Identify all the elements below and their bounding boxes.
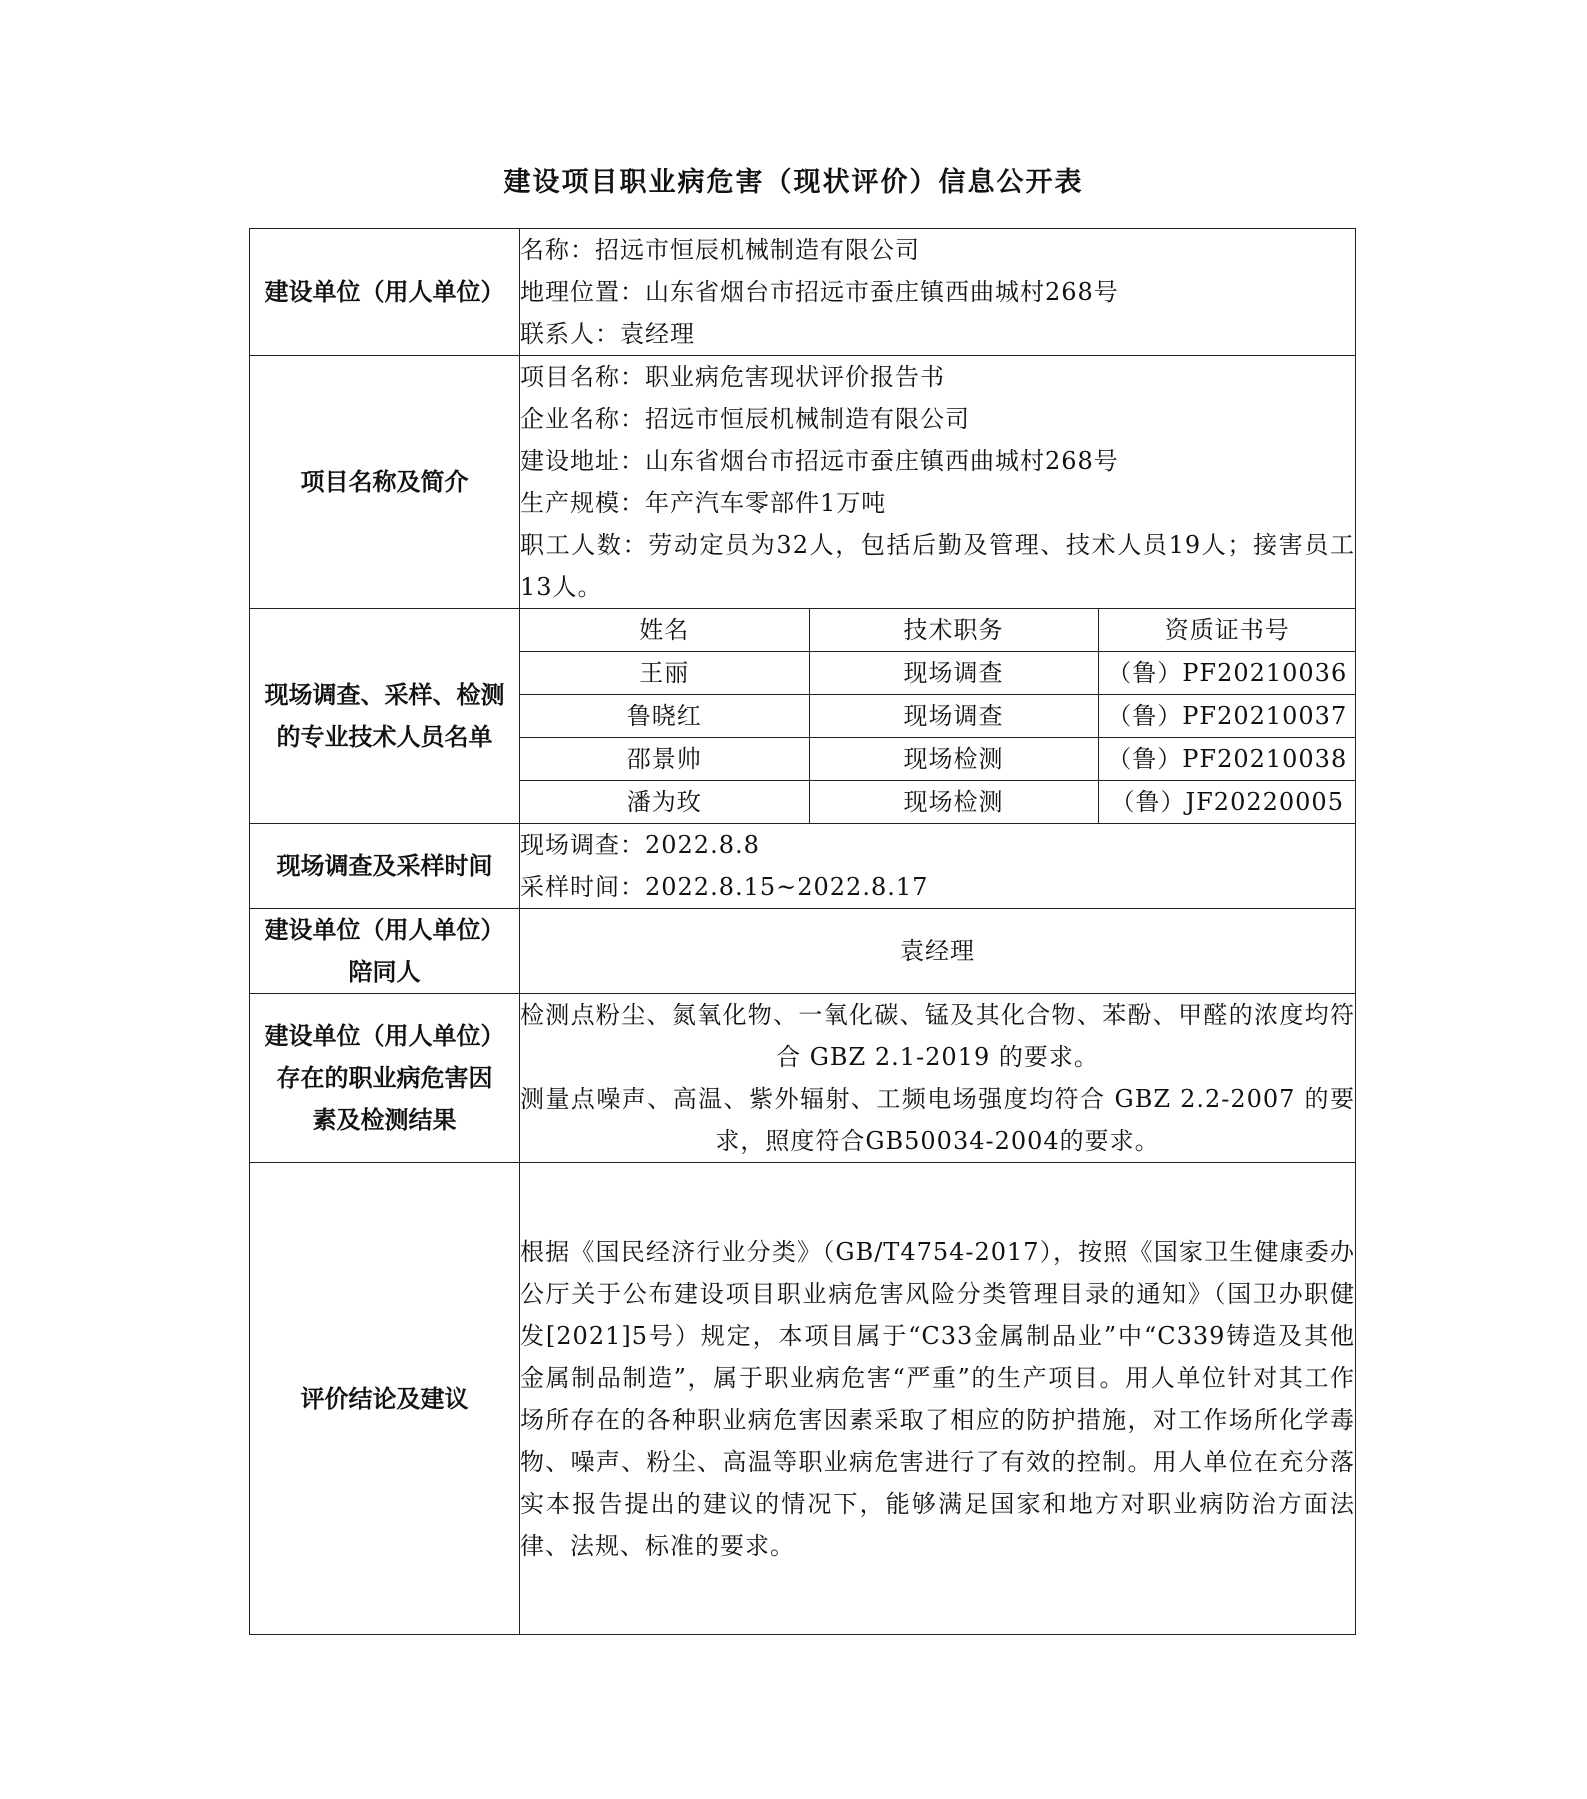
label-staff-line2: 的专业技术人员名单 <box>276 723 493 751</box>
row-hazards <box>250 994 1356 1163</box>
staff-cert: （鲁）JF20220005 <box>1098 781 1356 824</box>
row-conclusion <box>250 1163 1356 1635</box>
label-time: 现场调查及采样时间 <box>250 824 520 909</box>
hazard-result-physical: 测量点噪声、高温、紫外辐射、工频电场强度均符合 GBZ 2.2-2007 的要求，照度符合GB50034-2004的要求。 <box>520 1085 1355 1155</box>
label-project: 项目名称及简介 <box>250 356 520 609</box>
staff-row <box>520 738 1356 781</box>
label-staff-line1: 现场调查、采样、检测 <box>264 681 505 709</box>
staff-header-cert: 资质证书号 <box>1098 609 1356 652</box>
hazard-result-chemical: 检测点粉尘、氮氧化物、一氧化碳、锰及其化合物、苯酚、甲醛的浓度均符合 GBZ 2.1-2019 的要求。 <box>520 1001 1355 1071</box>
staff-title: 现场调查 <box>809 695 1098 738</box>
unit-content <box>520 229 1356 356</box>
row-project <box>250 356 1356 609</box>
label-hazards <box>250 994 520 1163</box>
unit-location: 地理位置：山东省烟台市招远市蚕庄镇西曲城村268号 <box>520 278 1119 306</box>
label-companion-line2: 陪同人 <box>348 958 421 986</box>
staff-name: 邵景帅 <box>520 738 809 781</box>
conclusion-text: 根据《国民经济行业分类》（GB/T4754-2017），按照《国家卫生健康委办公厅关于公布建设项目职业病危害风险分类管理目录的通知》（国卫办职健发[2021]5号）规定，本项目属于“C33金属制品业”中“C339铸造及其他金属制品制造”，属于职业病危害“严重”的生产项目。用人单位针对其工作场所存在的各种职业病危害因素采取了相应的防护措施，对工作场所化学毒物、噪声、粉尘、高温等职业病危害进行了有效的控制。用人单位在充分落实本报告提出的建议的情况下，能够满足国家和地方对职业病防治方面法律、法规、标准的要求。 <box>520 1237 1355 1560</box>
label-conclusion: 评价结论及建议 <box>250 1163 520 1635</box>
staff-table-cell <box>520 609 1356 824</box>
project-name: 项目名称：职业病危害现状评价报告书 <box>520 363 945 391</box>
unit-contact: 联系人：袁经理 <box>520 320 695 348</box>
hazards-content <box>520 994 1356 1163</box>
staff-cert: （鲁）PF20210036 <box>1098 652 1356 695</box>
staff-row <box>520 695 1356 738</box>
label-staff <box>250 609 520 824</box>
info-table <box>249 228 1356 1635</box>
staff-title: 现场检测 <box>809 781 1098 824</box>
row-unit <box>250 229 1356 356</box>
survey-time: 现场调查：2022.8.8 <box>520 831 760 859</box>
row-staff <box>250 609 1356 824</box>
label-hazards-line3: 素及检测结果 <box>312 1106 457 1134</box>
project-staff-count: 职工人数：劳动定员为32人，包括后勤及管理、技术人员19人；接害员工13人。 <box>520 531 1355 601</box>
label-unit: 建设单位（用人单位） <box>250 229 520 356</box>
staff-title: 现场检测 <box>809 738 1098 781</box>
project-content <box>520 356 1356 609</box>
row-companion <box>250 909 1356 994</box>
project-scale: 生产规模：年产汽车零部件1万吨 <box>520 489 887 517</box>
staff-cert: （鲁）PF20210038 <box>1098 738 1356 781</box>
staff-header-title: 技术职务 <box>809 609 1098 652</box>
staff-name: 潘为玫 <box>520 781 809 824</box>
companion-value: 袁经理 <box>520 909 1356 994</box>
staff-header-row <box>520 609 1356 652</box>
staff-row <box>520 781 1356 824</box>
label-companion <box>250 909 520 994</box>
project-company: 企业名称：招远市恒辰机械制造有限公司 <box>520 405 970 433</box>
unit-name: 名称：招远市恒辰机械制造有限公司 <box>520 236 920 264</box>
time-content <box>520 824 1356 909</box>
staff-table <box>520 609 1356 823</box>
label-hazards-line1: 建设单位（用人单位） <box>264 1022 505 1050</box>
label-hazards-line2: 存在的职业病危害因 <box>276 1064 493 1092</box>
row-time <box>250 824 1356 909</box>
staff-name: 王丽 <box>520 652 809 695</box>
label-companion-line1: 建设单位（用人单位） <box>264 916 505 944</box>
staff-title: 现场调查 <box>809 652 1098 695</box>
staff-name: 鲁晓红 <box>520 695 809 738</box>
sampling-time: 采样时间：2022.8.15~2022.8.17 <box>520 873 929 901</box>
project-address: 建设地址：山东省烟台市招远市蚕庄镇西曲城村268号 <box>520 447 1119 475</box>
staff-row <box>520 652 1356 695</box>
document-title: 建设项目职业病危害（现状评价）信息公开表 <box>503 167 1084 198</box>
conclusion-content <box>520 1163 1356 1635</box>
staff-cert: （鲁）PF20210037 <box>1098 695 1356 738</box>
staff-header-name: 姓名 <box>520 609 809 652</box>
